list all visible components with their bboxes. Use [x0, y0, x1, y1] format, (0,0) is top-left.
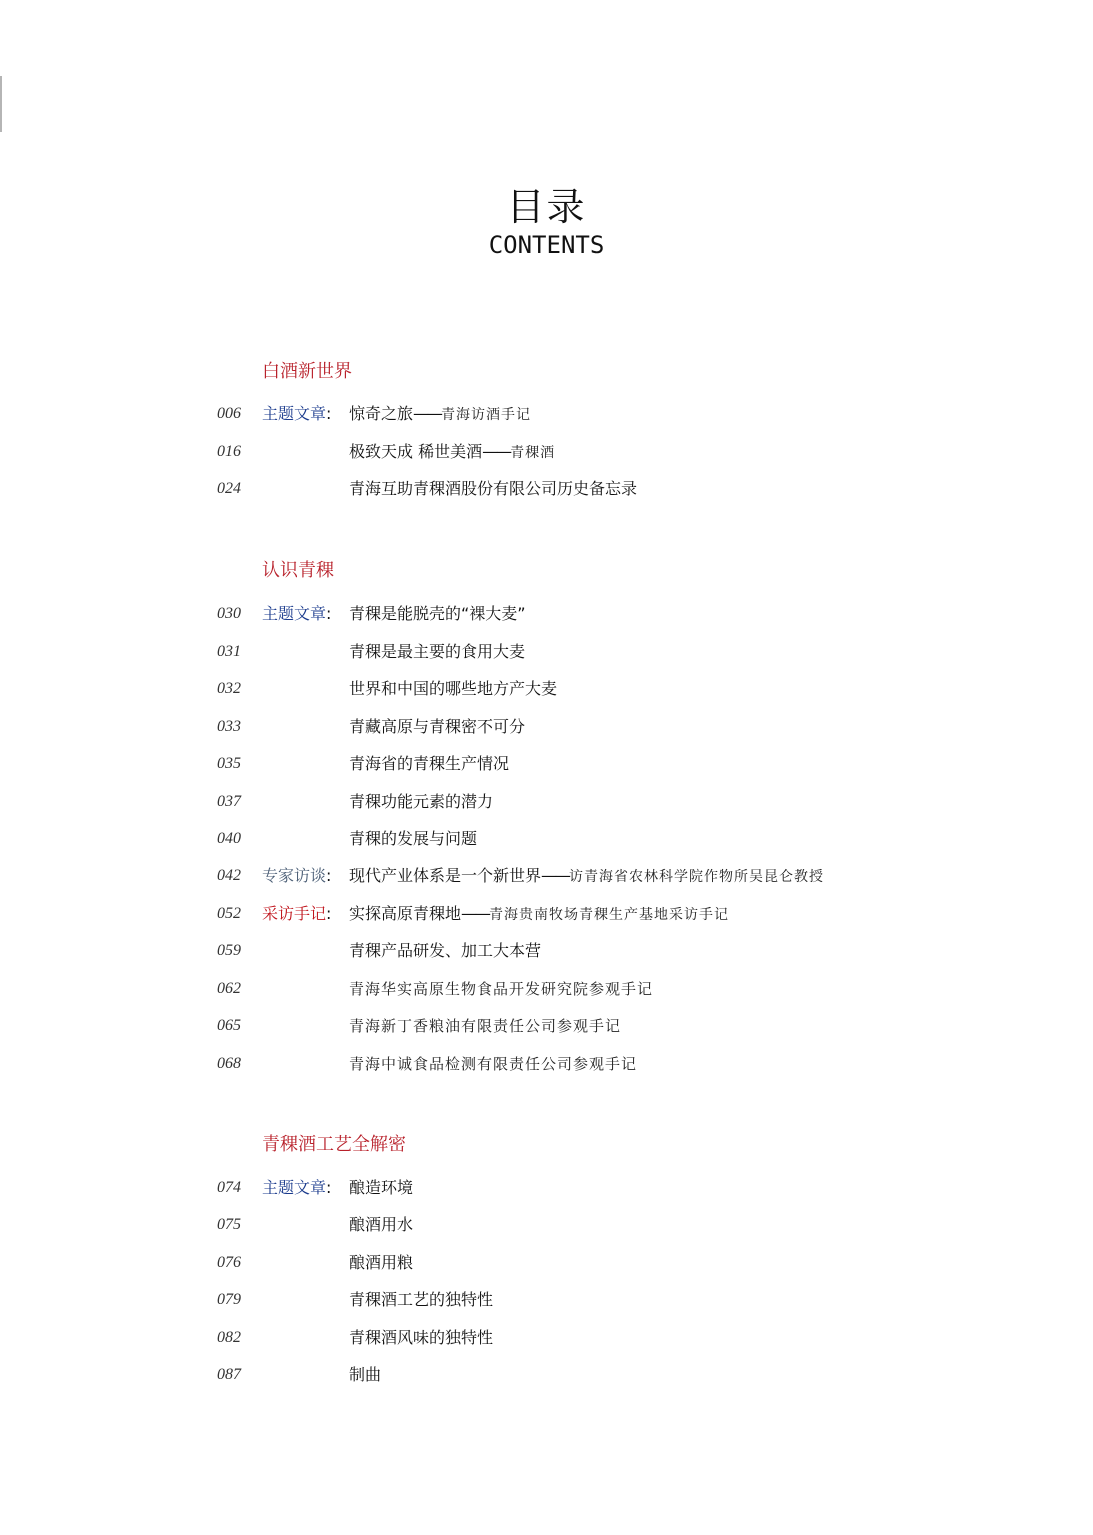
page-number: 024 — [217, 480, 241, 497]
page-number: 082 — [217, 1329, 241, 1346]
page-title: 目录 — [506, 185, 587, 229]
entry-title: 青海省的青稞生产情况 — [349, 754, 510, 773]
entry-title: 青稞酒风味的独特性 — [349, 1328, 494, 1347]
entry-title: 制曲 — [349, 1365, 382, 1384]
page-number: 040 — [217, 830, 241, 847]
toc-entry[interactable] — [0, 1176, 1093, 1200]
entry-tag: 专家访谈: — [262, 866, 332, 885]
section-heading: 青稞酒工艺全解密 — [262, 1134, 406, 1155]
page-number: 059 — [217, 942, 241, 959]
toc-entry[interactable] — [0, 1014, 1093, 1038]
entry-tag: 主题文章: — [262, 1178, 332, 1197]
toc-entry[interactable] — [0, 977, 1093, 1001]
page-number: 035 — [217, 755, 241, 772]
entry-title: 现代产业体系是一个新世界——访青海省农林科学院作物所吴昆仑教授 — [349, 866, 825, 885]
entry-title: 青藏高原与青稞密不可分 — [349, 717, 526, 736]
entry-tag: 采访手记: — [262, 904, 332, 923]
toc-entry[interactable] — [0, 827, 1093, 851]
toc-entry[interactable] — [0, 752, 1093, 776]
toc-entry[interactable] — [0, 477, 1093, 501]
entry-title: 实探高原青稞地——青海贵南牧场青稞生产基地采访手记 — [349, 904, 730, 923]
page-number: 042 — [217, 867, 241, 884]
page-number: 076 — [217, 1254, 241, 1271]
entry-title: 青稞的发展与问题 — [349, 829, 478, 848]
entry-title: 青稞酒工艺的独特性 — [349, 1290, 494, 1309]
toc-entry[interactable] — [0, 939, 1093, 963]
entry-title: 青稞是能脱壳的“裸大麦” — [349, 604, 526, 623]
page-edge-mark — [0, 76, 2, 132]
page-number: 068 — [217, 1055, 241, 1072]
entry-title: 世界和中国的哪些地方产大麦 — [349, 679, 558, 698]
page-number: 079 — [217, 1291, 241, 1308]
toc-entry[interactable] — [0, 602, 1093, 626]
toc-entry[interactable] — [0, 902, 1093, 926]
page-number: 016 — [217, 443, 241, 460]
toc-entry[interactable] — [0, 1213, 1093, 1237]
page-number: 075 — [217, 1216, 241, 1233]
page-number: 065 — [217, 1017, 241, 1034]
toc-entry[interactable] — [0, 440, 1093, 464]
page-number: 074 — [217, 1179, 241, 1196]
entry-title: 青海中诚食品检测有限责任公司参观手记 — [349, 1055, 638, 1073]
entry-tag: 主题文章: — [262, 404, 332, 423]
toc-entry[interactable] — [0, 402, 1093, 426]
entry-title: 酿酒用水 — [349, 1215, 414, 1234]
toc-entry[interactable] — [0, 864, 1093, 888]
entry-title: 青海新丁香粮油有限责任公司参观手记 — [349, 1017, 622, 1035]
toc-entry[interactable] — [0, 1251, 1093, 1275]
page-number: 033 — [217, 718, 241, 735]
entry-title: 惊奇之旅——青海访酒手记 — [349, 404, 532, 423]
page-number: 031 — [217, 643, 241, 660]
entry-title: 青稞产品研发、加工大本营 — [349, 941, 542, 960]
page-number: 062 — [217, 980, 241, 997]
section-heading: 认识青稞 — [262, 560, 334, 581]
page-number: 052 — [217, 905, 241, 922]
page-title-english: CONTENTS — [488, 231, 605, 259]
page-number: 037 — [217, 793, 241, 810]
entry-title: 青稞功能元素的潜力 — [349, 792, 494, 811]
entry-title: 酿造环境 — [349, 1178, 414, 1197]
entry-title: 极致天成 稀世美酒——青稞酒 — [349, 442, 556, 461]
entry-title: 青稞是最主要的食用大麦 — [349, 642, 526, 661]
page-number: 032 — [217, 680, 241, 697]
toc-entry[interactable] — [0, 1052, 1093, 1076]
entry-title: 青海华实高原生物食品开发研究院参观手记 — [349, 980, 654, 998]
page-number: 006 — [217, 405, 241, 422]
toc-entry[interactable] — [0, 677, 1093, 701]
toc-entry[interactable] — [0, 1363, 1093, 1387]
toc-entry[interactable] — [0, 1288, 1093, 1312]
entry-title: 青海互助青稞酒股份有限公司历史备忘录 — [349, 479, 638, 498]
toc-entry[interactable] — [0, 790, 1093, 814]
entry-tag: 主题文章: — [262, 604, 332, 623]
page-number: 087 — [217, 1366, 241, 1383]
section-heading: 白酒新世界 — [262, 361, 352, 382]
toc-entry[interactable] — [0, 715, 1093, 739]
page-number: 030 — [217, 605, 241, 622]
entry-title: 酿酒用粮 — [349, 1253, 414, 1272]
toc-entry[interactable] — [0, 640, 1093, 664]
toc-entry[interactable] — [0, 1326, 1093, 1350]
